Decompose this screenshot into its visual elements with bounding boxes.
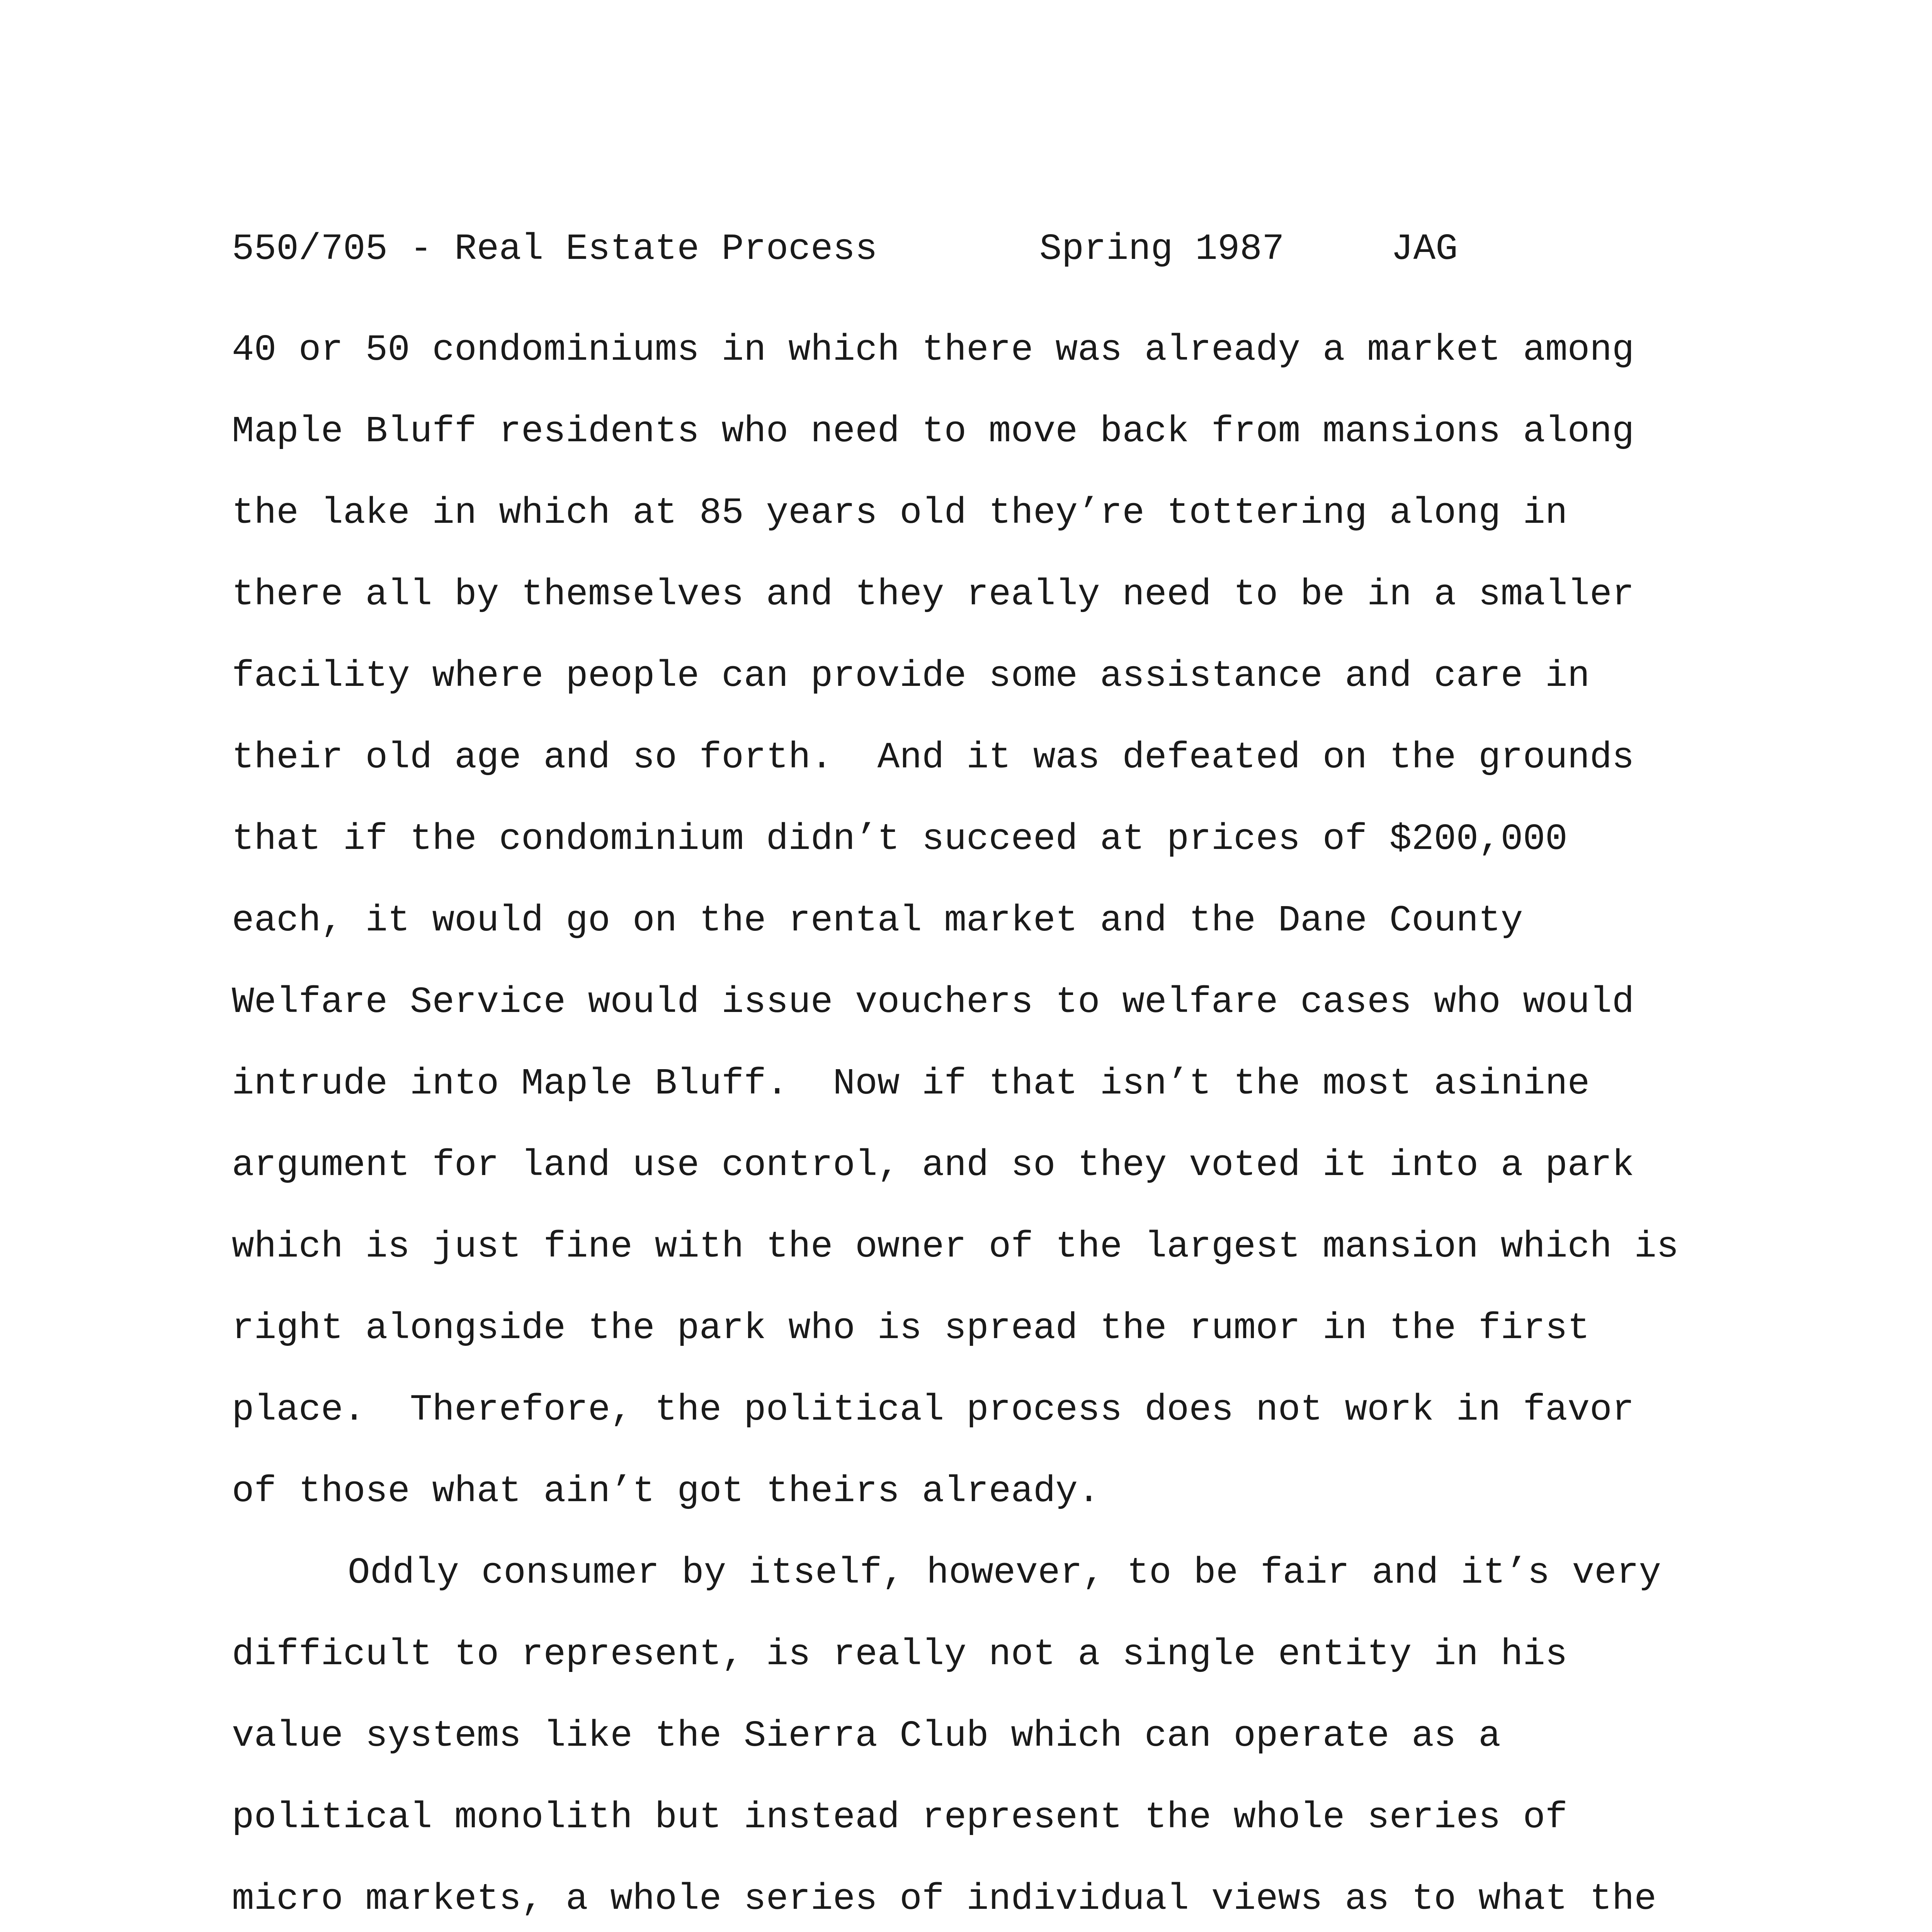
text-line: argument for land use control, and so they voted it into a park: [232, 1144, 1634, 1186]
course-title: 550/705 - Real Estate Process: [232, 228, 878, 270]
paragraph-start-line: Oddly consumer by itself, however, to be fair and it’s very: [348, 1552, 1661, 1594]
text-line: place. Therefore, the political process does not work in favor: [232, 1389, 1634, 1431]
text-line: political monolith but instead represent the whole series of: [232, 1796, 1568, 1838]
author-initials: JAG: [1391, 228, 1458, 270]
text-line: value systems like the Sierra Club which can operate as a: [232, 1715, 1501, 1757]
text-line: Welfare Service would issue vouchers to welfare cases who would: [232, 981, 1634, 1023]
text-line: that if the condominium didn’t succeed at prices of $200,000: [232, 818, 1568, 860]
text-line: each, it would go on the rental market and the Dane County: [232, 900, 1523, 942]
page-header: [232, 228, 1458, 270]
text-line: there all by themselves and they really need to be in a smaller: [232, 573, 1634, 616]
text-line: 40 or 50 condominiums in which there was already a market among: [232, 329, 1634, 371]
text-line: the lake in which at 85 years old they’re tottering along in: [232, 492, 1568, 534]
text-line: micro markets, a whole series of individual views as to what the: [232, 1878, 1656, 1920]
transcript-body: [232, 309, 1777, 1932]
text-line: their old age and so forth. And it was defeated on the grounds: [232, 736, 1634, 779]
text-line: difficult to represent, is really not a single entity in his: [232, 1633, 1568, 1675]
text-line: Maple Bluff residents who need to move back from mansions along: [232, 410, 1634, 452]
text-line: intrude into Maple Bluff. Now if that isn’t the most asinine: [232, 1063, 1590, 1105]
text-line: right alongside the park who is spread the rumor in the first: [232, 1307, 1590, 1349]
text-line: which is just fine with the owner of the largest mansion which is: [232, 1226, 1679, 1268]
text-line: facility where people can provide some assistance and care in: [232, 655, 1590, 697]
text-line: of those what ain’t got theirs already.: [232, 1470, 1100, 1512]
term-label: Spring 1987: [1039, 228, 1284, 270]
